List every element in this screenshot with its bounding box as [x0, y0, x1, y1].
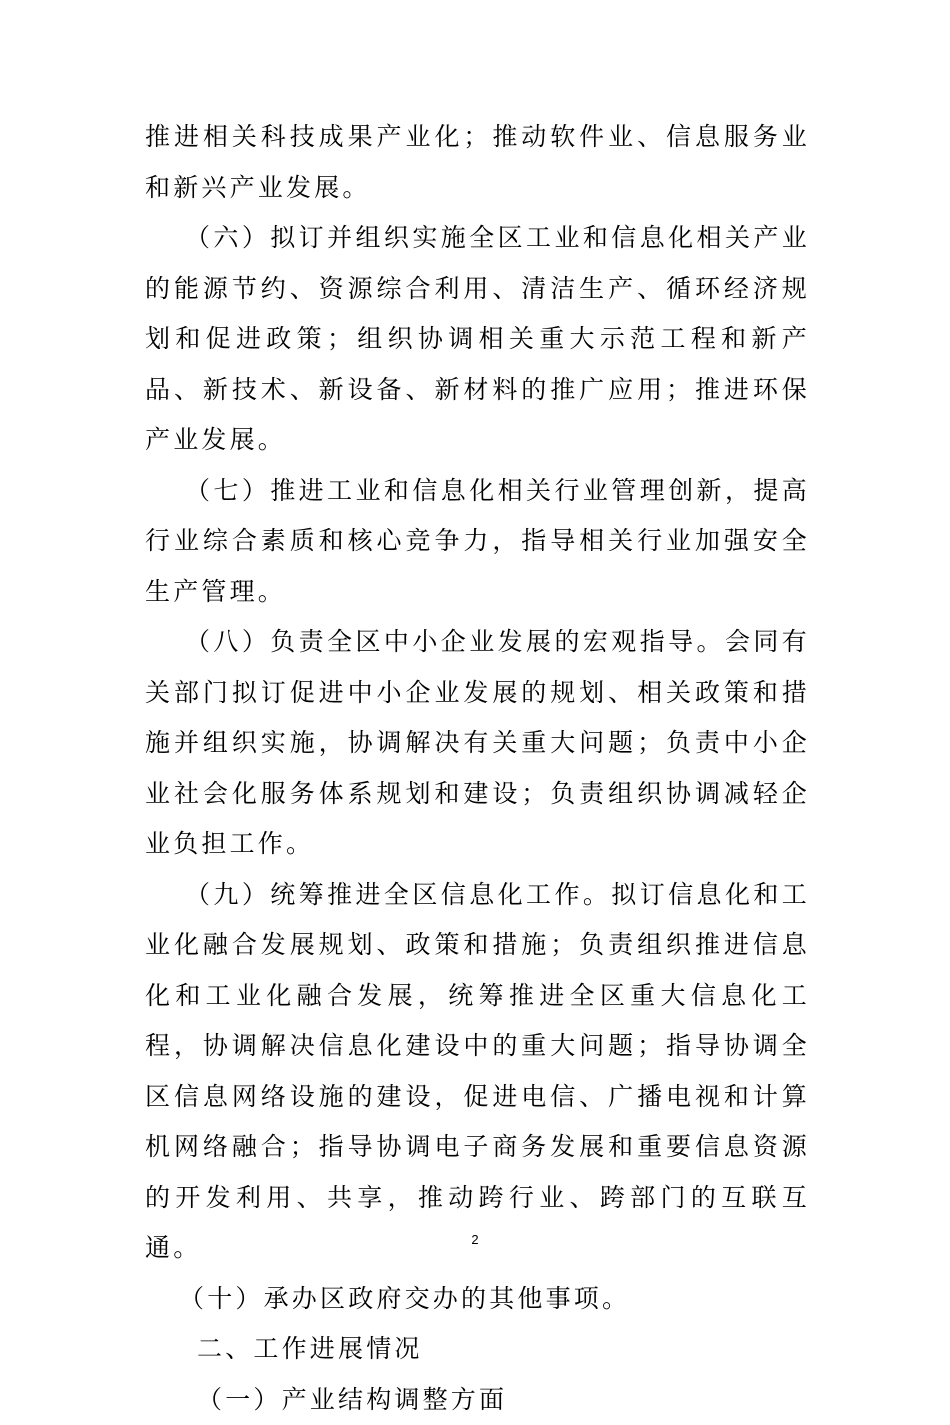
document-body — [145, 112, 810, 1425]
subsection-heading: （一）产业结构调整方面 — [145, 1375, 810, 1425]
paragraph-item-6: （六）拟订并组织实施全区工业和信息化相关产业的能源节约、资源综合利用、清洁生产、循环经济规划和促进政策；组织协调相关重大示范工程和新产品、新技术、新设备、新材料的推广应用；推进环保产业发展。 — [145, 213, 810, 466]
paragraph-item-7: （七）推进工业和信息化相关行业管理创新，提高行业综合素质和核心竞争力，指导相关行业加强安全生产管理。 — [145, 466, 810, 618]
page-number: 2 — [0, 1232, 950, 1247]
section-heading: 二、工作进展情况 — [145, 1324, 810, 1375]
paragraph-item-9: （九）统筹推进全区信息化工作。拟订信息化和工业化融合发展规划、政策和措施；负责组织推进信息化和工业化融合发展，统筹推进全区重大信息化工程，协调解决信息化建设中的重大问题；指导协调全区信息网络设施的建设，促进电信、广播电视和计算机网络融合；指导协调电子商务发展和重要信息资源的开发利用、共享，推动跨行业、跨部门的互联互通。 — [145, 870, 810, 1274]
paragraph-item-8: （八）负责全区中小企业发展的宏观指导。会同有关部门拟订促进中小企业发展的规划、相关政策和措施并组织实施，协调解决有关重大问题；负责中小企业社会化服务体系规划和建设；负责组织协调减轻企业负担工作。 — [145, 617, 810, 870]
paragraph-item-10: （十）承办区政府交办的其他事项。 — [145, 1274, 810, 1325]
paragraph-continuation: 推进相关科技成果产业化；推动软件业、信息服务业和新兴产业发展。 — [145, 112, 810, 213]
